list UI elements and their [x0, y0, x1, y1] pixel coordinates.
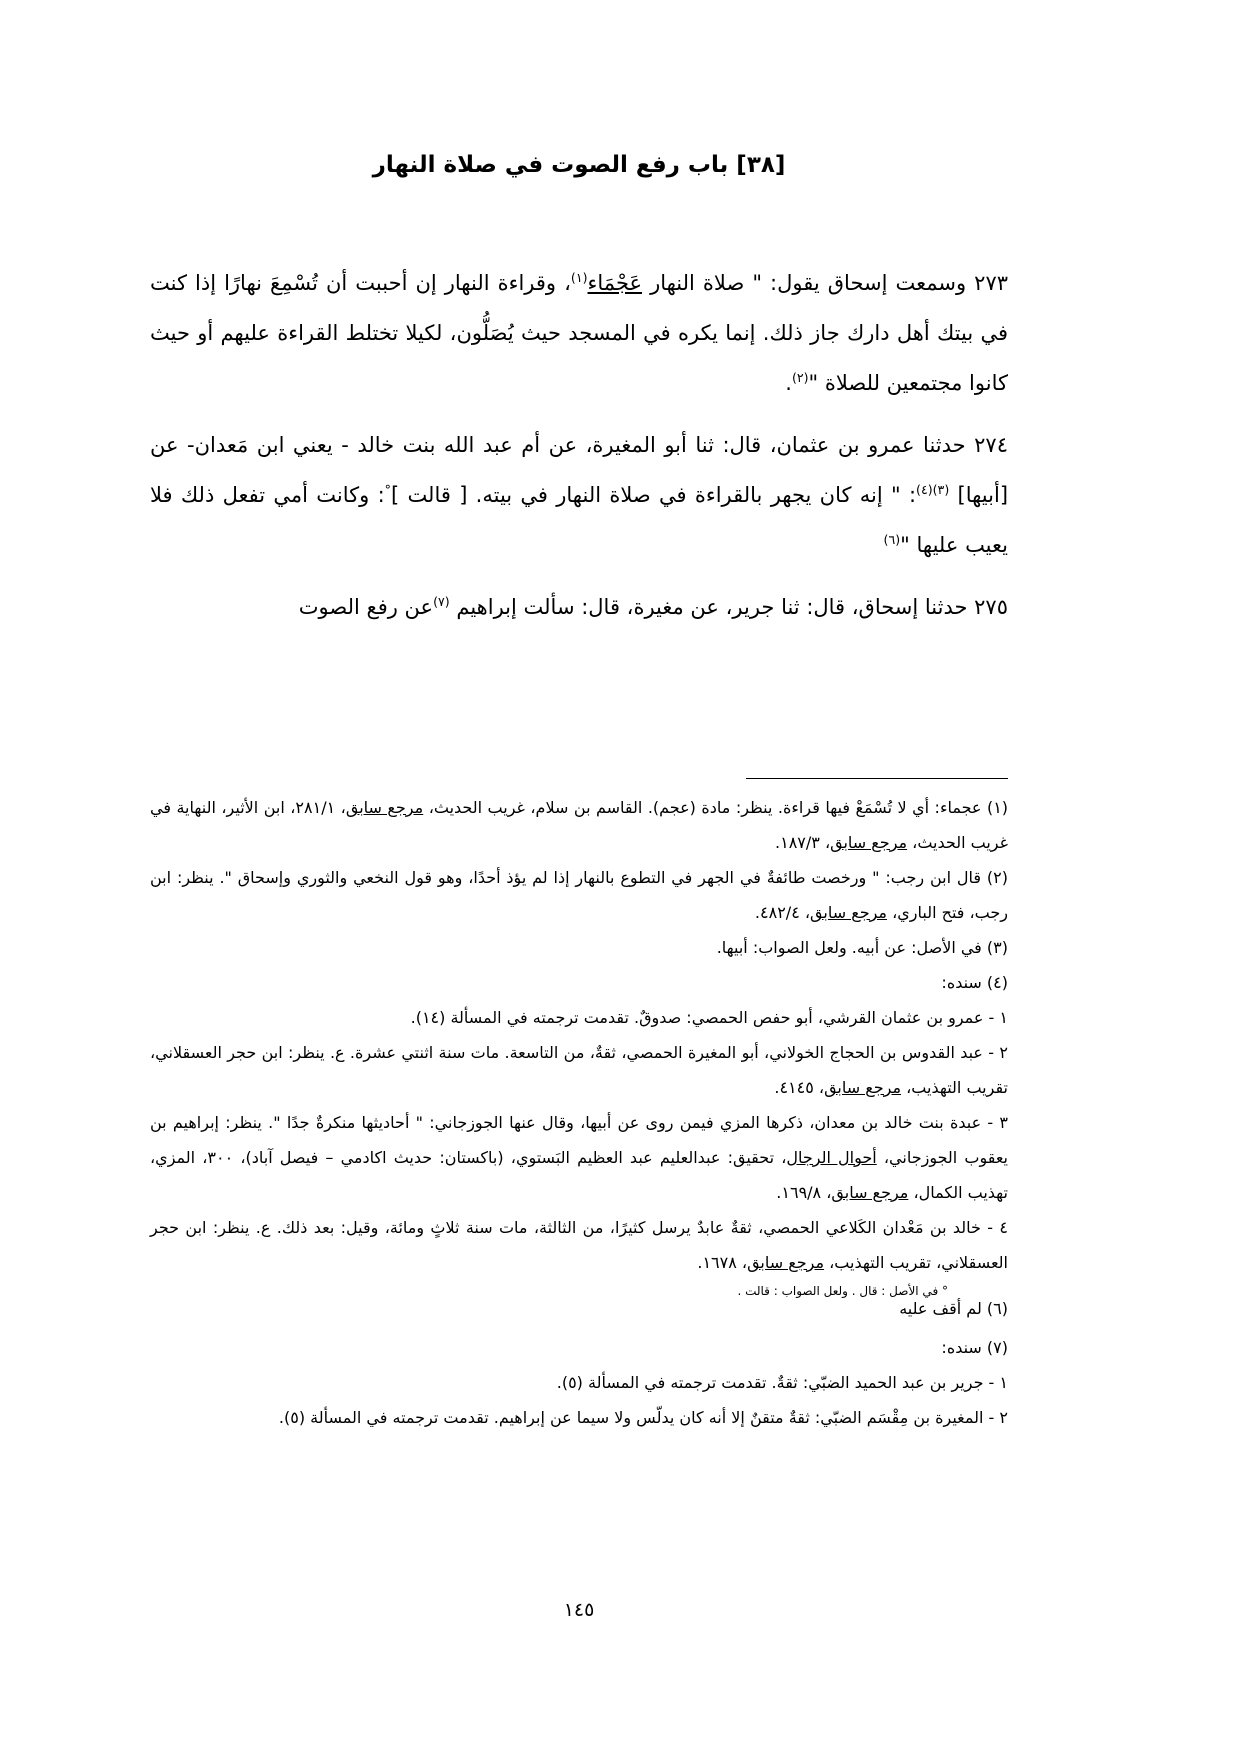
- text-run: (١) عجماء: أي لا تُسْمَعْ فيها قراءة. ينظر: مادة (عجم). القاسم بن سلام، غريب الحديث،: [423, 798, 1009, 817]
- footnote-6: (٦) لم أقف عليه: [899, 1299, 1008, 1318]
- footnote-4-heading: (٤) سنده:: [941, 973, 1008, 992]
- footnote-1: [150, 790, 1008, 860]
- text-run: ٢ - عبد القدوس بن الحجاج الخولاني، أبو المغيرة الحمصي، ثقةٌ، من التاسعة. مات سنة اثنتي عشرة. ع. ينظر: ابن حجر العسقلاني، تقريب التهذيب،: [150, 1043, 1008, 1097]
- text-run: ٢٧٣ وسمعت إسحاق يقول: " صلاة النهار: [642, 271, 1009, 295]
- paragraph-273: [150, 258, 1008, 408]
- footnote-7-item-2: ٢ - المغيرة بن مِقْسَم الضبّي: ثقةٌ متقنٌ إلا أنه كان يدلّس ولا سيما عن إبراهيم. تقدمت ترجمته في المسألة (٥).: [278, 1408, 1008, 1427]
- footnote-3: (٣) في الأصل: عن أبيه. ولعل الصواب: أبيها.: [716, 938, 1008, 957]
- chapter-title: [٣٨] باب رفع الصوت في صلاة النهار: [372, 152, 786, 178]
- page-number: ١٤٥: [563, 1599, 595, 1621]
- text-run: (٢) قال ابن رجب: " ورخصت طائفةٌ في الجهر في التطوع بالنهار إذا لم يؤذ أحدًا، وهو قول النخعي والثوري وإسحاق ". ينظر: ابن رجب، فتح الباري،: [150, 868, 1008, 922]
- footnote-7-heading: (٧) سنده:: [941, 1338, 1008, 1357]
- footnote-2: [150, 860, 1008, 930]
- document-page: [150, 0, 1008, 1754]
- underlined-word: عَجْمَاء: [587, 271, 643, 295]
- footnote-separator: [746, 778, 1008, 779]
- text-run: ، ١٦٧٨.: [697, 1253, 748, 1272]
- footnote-5: ° في الأصل : قال . ولعل الصواب : قالت .: [737, 1284, 948, 1298]
- paragraph-275: [150, 582, 1008, 632]
- footnote-ref-6[interactable]: (٦): [883, 532, 901, 547]
- reference-link: مرجع سابق: [824, 1078, 902, 1097]
- text-run: ٢٧٥ حدثنا إسحاق، قال: ثنا جرير، عن مغيرة، قال: سألت إبراهيم: [449, 595, 1008, 619]
- reference-link: مرجع سابق: [831, 1183, 909, 1202]
- footnote-ref-2[interactable]: (٢): [791, 370, 809, 385]
- book-title: أحوال الرجال: [786, 1148, 877, 1167]
- reference-link: مرجع سابق: [830, 833, 908, 852]
- footnote-ref-7[interactable]: (٧): [433, 594, 450, 609]
- text-run: ، ١٨٧/٣.: [775, 833, 831, 852]
- main-text: [150, 258, 1008, 644]
- text-run: : وكانت أمي تفعل ذلك فلا يعيب عليها ": [150, 483, 1008, 557]
- footnote-ref-3-4[interactable]: (٣)(٤): [916, 482, 950, 497]
- text-run: ، ٢٨١/١، ابن الأثير، النهاية في غريب الحديث،: [150, 798, 1008, 852]
- text-run: ، ١٦٩/٨.: [776, 1183, 832, 1202]
- reference-link: مرجع سابق: [747, 1253, 825, 1272]
- reference-link: مرجع سابق: [810, 903, 887, 922]
- text-run: ، ٤١٤٥.: [774, 1078, 825, 1097]
- footnote-4-item-1: ١ - عمرو بن عثمان القرشي، أبو حفص الحمصي: صدوقٌ. تقدمت ترجمته في المسألة (١٤).: [410, 1008, 1008, 1027]
- text-run: ٤ - خالد بن مَعْدان الكَلاعي الحمصي، ثقةٌ عابدٌ يرسل كثيرًا، من الثالثة، مات سنة ثلاثٍ ومائة، وقيل: بعد ذلك. ع. ينظر: ابن حجر العسقلاني، تقريب التهذيب،: [150, 1218, 1008, 1272]
- text-run: عن رفع الصوت: [298, 595, 434, 619]
- text-run: ، تحقيق: عبدالعليم عبد العظيم البَستوي، (باكستان: حديث اكادمي – فيصل آباد)، ٣٠٠، المزي، تهذيب الكمال،: [150, 1148, 1008, 1202]
- paragraph-274: [150, 420, 1008, 570]
- text-run: ، ٤٨٢/٤.: [754, 903, 811, 922]
- footnote-4-item-2: [150, 1035, 1008, 1105]
- footnote-4-item-3: [150, 1105, 1008, 1210]
- footnote-4-item-4: [150, 1210, 1008, 1280]
- reference-link: مرجع سابق: [345, 798, 424, 817]
- text-run: ، وقراءة النهار إن أحببت أن تُسْمِعَ نهارًا إذا كنت في بيتك أهل دارك جاز ذلك. إنما يكره في المسجد حيث يُصَلُّون، لكيلا تختلط القراءة عليهم أو حيث كانوا مجتمعين للصلاة ": [150, 271, 1008, 395]
- text-run: ٢٧٤ حدثنا عمرو بن عثمان، قال: ثنا أبو المغيرة، عن أم عبد الله بنت خالد - يعني ابن مَعدان- عن [أبيها]: [150, 433, 1009, 507]
- footnotes: [150, 790, 1008, 1435]
- text-run: : " إنه كان يجهر بالقراءة في صلاة النهار في بيته. [ قالت ]: [390, 483, 917, 507]
- footnote-7-item-1: ١ - جرير بن عبد الحميد الضبّي: ثقةٌ. تقدمت ترجمته في المسألة (٥).: [556, 1373, 1008, 1392]
- footnote-ref-5[interactable]: °: [384, 482, 391, 497]
- text-run: ٣ - عبدة بنت خالد بن معدان، ذكرها المزي فيمن روى عن أبيها، وقال عنها الجوزجاني: " أحاديثها منكرةٌ جدًا ". ينظر: إبراهيم بن يعقوب الجوزجاني،: [150, 1113, 1008, 1167]
- footnote-ref-1[interactable]: (١): [570, 270, 588, 285]
- text-run: .: [785, 371, 792, 395]
